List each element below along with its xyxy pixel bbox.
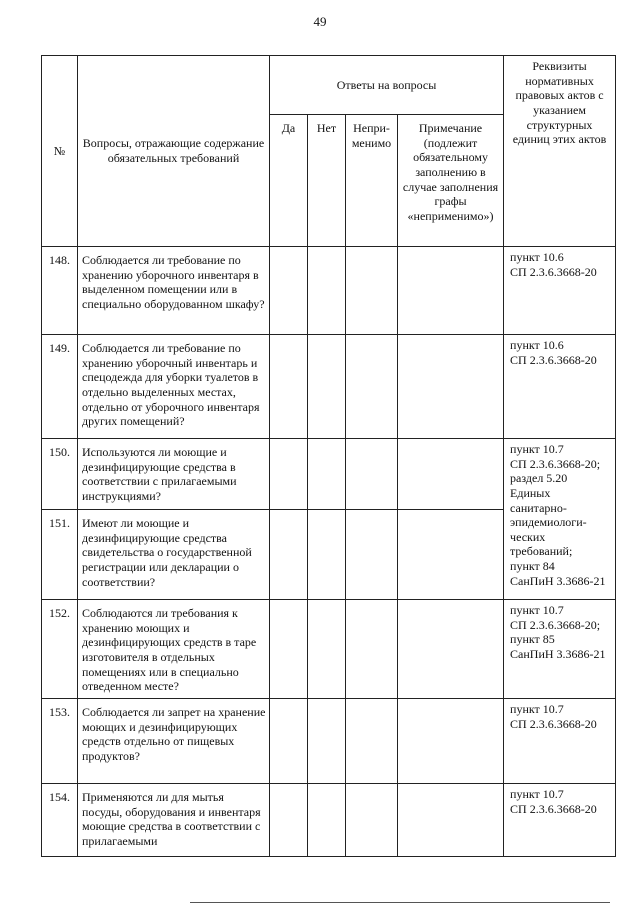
answer-yes-cell[interactable] (270, 600, 308, 699)
note-cell[interactable] (398, 600, 504, 699)
header-answers: Ответы на вопросы (270, 56, 504, 115)
answer-no-cell[interactable] (308, 510, 346, 600)
answer-na-cell[interactable] (346, 335, 398, 439)
answer-na-cell[interactable] (346, 510, 398, 600)
answer-no-cell[interactable] (308, 784, 346, 857)
answer-yes-cell[interactable] (270, 335, 308, 439)
answer-yes-cell[interactable] (270, 699, 308, 784)
row-question: Соблюдается ли требование по хранению уборочный инвентарь и спецодежда для уборки туалетов в отдельно выделенных местах, отдельно от уборочного инвентаря других помещений? (78, 335, 270, 439)
table-row (42, 335, 616, 439)
row-question: Соблюдается ли запрет на хранение моющих и дезинфицирующих средств отдельно от пищевых продуктов? (78, 699, 270, 784)
page-number: 49 (313, 14, 327, 29)
row-number: 152. (42, 600, 78, 699)
table-row (42, 247, 616, 335)
header-no: Нет (308, 115, 346, 247)
answer-yes-cell[interactable] (270, 247, 308, 335)
note-cell[interactable] (398, 784, 504, 857)
note-cell[interactable] (398, 439, 504, 510)
scan-edge-line (190, 902, 610, 903)
row-number: 149. (42, 335, 78, 439)
header-question: Вопросы, отражающие содержание обязательных требований (78, 56, 270, 247)
row-question: Соблюдается ли требование по хранению уборочного инвентаря в выделенном помещении или в специально оборудованном шкафу? (78, 247, 270, 335)
row-requisites: пункт 10.6 СП 2.3.6.3668-20 (504, 247, 616, 335)
note-cell[interactable] (398, 699, 504, 784)
answer-na-cell[interactable] (346, 699, 398, 784)
answer-yes-cell[interactable] (270, 784, 308, 857)
note-cell[interactable] (398, 510, 504, 600)
row-number: 150. (42, 439, 78, 510)
answer-no-cell[interactable] (308, 247, 346, 335)
row-requisites: пункт 10.7 СП 2.3.6.3668-20 (504, 699, 616, 784)
checklist-table (41, 55, 616, 857)
answer-na-cell[interactable] (346, 439, 398, 510)
header-yes: Да (270, 115, 308, 247)
header-row-top (42, 56, 616, 115)
table-row (42, 600, 616, 699)
answer-yes-cell[interactable] (270, 510, 308, 600)
header-note: Примечание (подлежит обязательному заполнению в случае заполнения графы «неприменимо») (398, 115, 504, 247)
answer-na-cell[interactable] (346, 600, 398, 699)
row-requisites: пункт 10.7 СП 2.3.6.3668-20 (504, 784, 616, 857)
table-row (42, 699, 616, 784)
header-requisites: Реквизиты нормативных правовых актов с указанием структурных единиц этих актов (504, 56, 616, 247)
note-cell[interactable] (398, 335, 504, 439)
answer-yes-cell[interactable] (270, 439, 308, 510)
row-number: 154. (42, 784, 78, 857)
answer-na-cell[interactable] (346, 784, 398, 857)
header-num: № (42, 56, 78, 247)
row-question: Имеют ли моющие и дезинфицирующие средства свидетельства о государственной регистрации или декларации о соответствии? (78, 510, 270, 600)
row-requisites: пункт 10.7 СП 2.3.6.3668-20; пункт 85 СанПиН 3.3686-21 (504, 600, 616, 699)
row-number: 153. (42, 699, 78, 784)
header-na: Непри-менимо (346, 115, 398, 247)
answer-no-cell[interactable] (308, 439, 346, 510)
answer-na-cell[interactable] (346, 247, 398, 335)
answer-no-cell[interactable] (308, 335, 346, 439)
row-requisites: пункт 10.7 СП 2.3.6.3668-20; раздел 5.20 Единых санитарно- эпидемиологи- ческих требований; пункт 84 СанПиН 3.3686-21 (504, 439, 616, 600)
row-number: 151. (42, 510, 78, 600)
note-cell[interactable] (398, 247, 504, 335)
row-question: Используются ли моющие и дезинфицирующие средства в соответствии с прилагаемыми инструкциями? (78, 439, 270, 510)
table-row (42, 784, 616, 857)
row-question: Соблюдаются ли требования к хранению моющих и дезинфицирующих средств в таре изготовителя в отдельных помещениях или в специально отведенном месте? (78, 600, 270, 699)
answer-no-cell[interactable] (308, 699, 346, 784)
row-number: 148. (42, 247, 78, 335)
row-requisites: пункт 10.6 СП 2.3.6.3668-20 (504, 335, 616, 439)
table-row (42, 439, 616, 510)
row-question: Применяются ли для мытья посуды, оборудования и инвентаря моющие средства в соответствии с прилагаемыми (78, 784, 270, 857)
answer-no-cell[interactable] (308, 600, 346, 699)
